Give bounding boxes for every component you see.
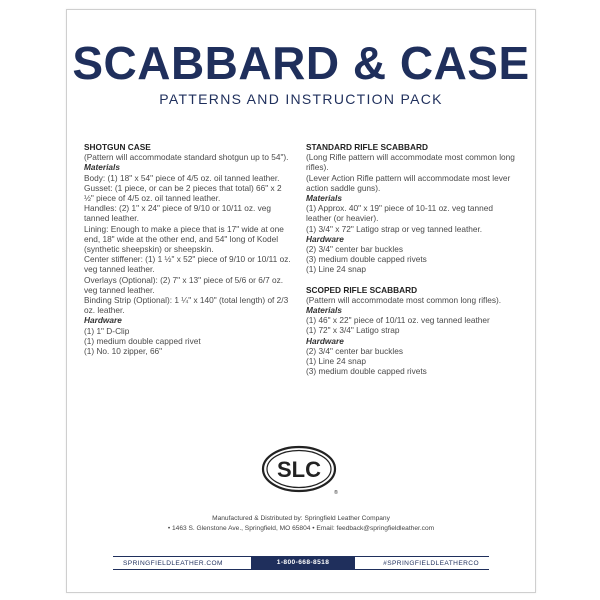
material-item: Lining: Enough to make a piece that is 17" wide at one end, 18" wide at the other end, and 54" long of Kodel (synthetic sheepskin) or sheepskin. — [84, 223, 284, 255]
hardware-item: (2) 3/4" center bar buckles — [306, 345, 404, 356]
materials-heading: Materials — [306, 305, 342, 316]
section-title: STANDARD RIFLE SCABBARD — [306, 142, 428, 152]
materials-heading: Materials — [306, 193, 342, 204]
shotgun-case-section — [84, 142, 292, 356]
material-item: (1) Approx. 40" x 19" piece of 10-11 oz. veg tanned leather (or heavier). — [306, 203, 494, 224]
section-spacer — [306, 275, 518, 285]
page-subtitle: PATTERNS AND INSTRUCTION PACK — [159, 91, 443, 107]
material-item: Overlays (Optional): (2) 7" x 13" piece of 5/6 or 6/7 oz. veg tanned leather. — [84, 274, 284, 295]
hardware-item: (1) No. 10 zipper, 66" — [84, 346, 163, 357]
hashtag-link[interactable]: #SPRINGFIELDLEATHERCO — [383, 559, 479, 567]
material-item: Center stiffener: (1) 1 ½" x 52" piece of 9/10 or 10/11 oz. veg tanned leather. — [84, 254, 291, 275]
manufacturer-line: Manufactured & Distributed by: Springfield Leather Company — [212, 515, 390, 522]
material-item: Body: (1) 18" x 54" piece of 4/5 oz. oil tanned leather. — [84, 172, 280, 183]
hardware-item: (1) medium double capped rivet — [84, 335, 201, 346]
section-title: SHOTGUN CASE — [84, 142, 151, 152]
hardware-item: (1) 1" D-Clip — [84, 325, 130, 336]
section-note: (Long Rifle pattern will accommodate most common long rifles). — [306, 152, 515, 173]
hardware-heading: Hardware — [306, 335, 344, 346]
hardware-item: (1) Line 24 snap — [306, 356, 366, 367]
material-item: Gusset: (1 piece, or can be 2 pieces that total) 66" x 2 ½" piece of 4/5 oz. oil tanned leather. — [84, 182, 282, 204]
section-title: SCOPED RIFLE SCABBARD — [306, 284, 418, 295]
standard-rifle-section — [306, 142, 518, 275]
section-note: (Lever Action Rifle pattern will accommodate most lever action saddle guns). — [306, 172, 511, 193]
footer-bar — [113, 556, 489, 570]
materials-heading: Materials — [84, 162, 120, 173]
section-note: (Pattern will accommodate most common long rifles). — [306, 294, 502, 305]
address-line: • 1463 S. Glenstone Ave., Springfield, MO 65804 • Email: feedback@springfieldleather.com — [167, 525, 435, 532]
hardware-item: (2) 3/4" center bar buckles — [306, 244, 404, 255]
instruction-page — [66, 9, 536, 593]
website-link[interactable]: SPRINGFIELDLEATHER.COM — [123, 559, 223, 567]
hardware-item: (3) medium double capped rivets — [306, 254, 427, 265]
manufacturer-info — [67, 514, 535, 534]
hardware-heading: Hardware — [306, 233, 344, 244]
scoped-rifle-section — [306, 285, 518, 377]
rifle-scabbard-sections — [306, 142, 518, 376]
phone-number[interactable]: 1-800-668-8518 — [251, 557, 356, 569]
material-item: (1) 46" x 22" piece of 10/11 oz. veg tanned leather — [306, 315, 490, 326]
hardware-item: (1) Line 24 snap — [306, 264, 366, 275]
hardware-heading: Hardware — [84, 315, 122, 326]
material-item: Binding Strip (Optional): 1 ¼" x 140" (total length) of 2/3 oz. leather. — [84, 295, 289, 316]
slc-logo — [260, 444, 340, 496]
material-item: Handles: (2) 1" x 24" piece of 9/10 or 10/11 oz. veg tanned leather. — [84, 203, 271, 224]
material-item: (1) 3/4" x 72" Latigo strap or veg tanned leather. — [306, 223, 483, 234]
registered-mark: ® — [334, 490, 338, 496]
page-title: SCABBARD & CASE — [72, 37, 530, 89]
section-note: (Pattern will accommodate standard shotgun up to 54"). — [84, 152, 289, 163]
logo-text: SLC — [277, 457, 321, 482]
hardware-item: (3) medium double capped rivets — [306, 366, 427, 377]
material-item: (1) 72" x 3/4" Latigo strap — [306, 325, 400, 336]
